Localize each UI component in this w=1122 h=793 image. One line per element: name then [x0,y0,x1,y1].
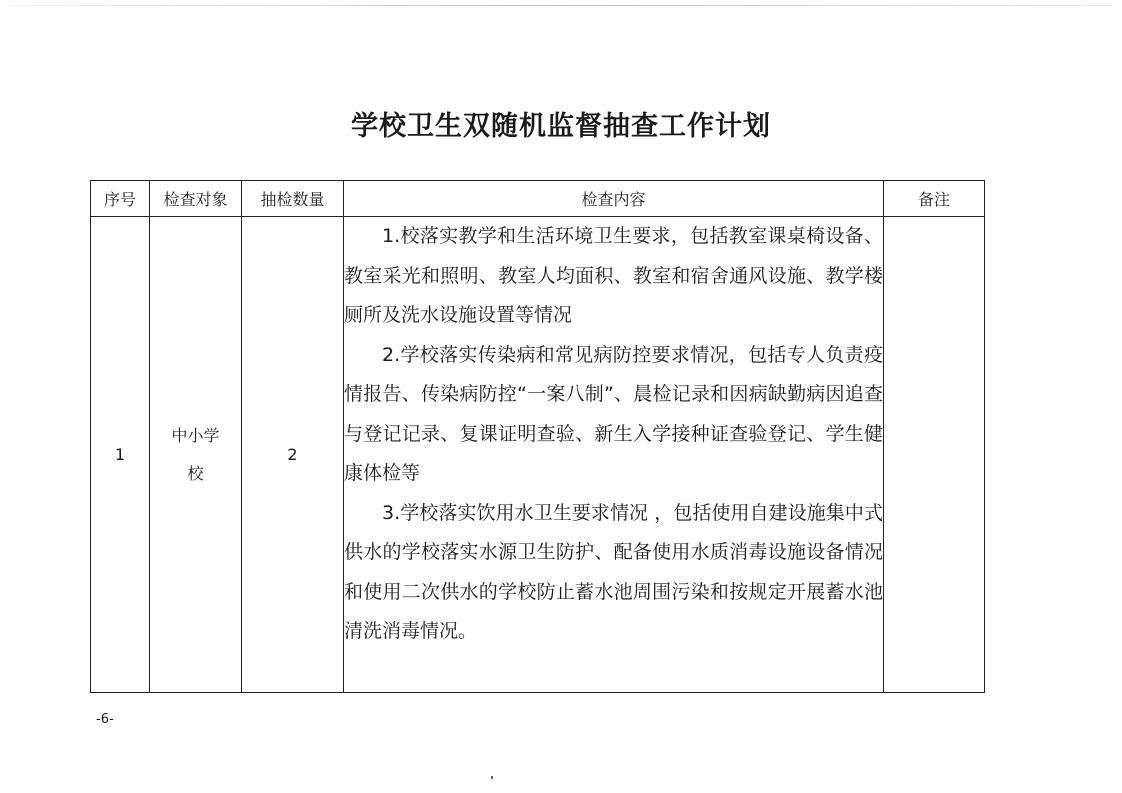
content-item: 3.学校落实饮用水卫生要求情况 ，包括使用自建设施集中式供水的学校落实水源卫生防护、配备使用水质消毒设施设备情况和使用二次供水的学校防止蓄水池周围污染和按规定开展蓄水池清洗消毒情况。 [344,501,883,642]
inspection-content [344,217,884,693]
sample-count: 2 [242,217,344,693]
scan-speck [491,776,493,779]
page-title: 学校卫生双随机监督抽查工作计划 [351,111,771,142]
header-content: 检查内容 [344,181,884,217]
table-row [91,217,985,693]
inspection-plan-table [90,180,985,693]
content-item: 1.校落实教学和生活环境卫生要求，包括教室课桌椅设备、教室采光和照明、教室人均面积、教室和宿舍通风设施、教学楼厕所及洗水设施设置等情况 [344,225,883,326]
table-header-row [91,181,985,217]
inspection-target-line2: 校 [187,463,204,483]
header-remarks: 备注 [884,181,985,217]
header-count: 抽检数量 [242,181,344,217]
remarks-cell [884,217,985,693]
scan-edge [10,5,1112,6]
header-target: 检查对象 [150,181,242,217]
row-number: 1 [91,217,150,693]
inspection-target-line1: 中小学 [171,425,220,445]
inspection-target [150,217,242,693]
content-item: 2.学校落实传染病和常见病防控要求情况，包括专人负责疫情报告、传染病防控“一案八制”、晨检记录和因病缺勤病因追查与登记记录、复课证明查验、新生入学接种证查验登记、学生健康体检等 [344,343,883,484]
header-no: 序号 [91,181,150,217]
page-number: -6- [96,712,114,727]
